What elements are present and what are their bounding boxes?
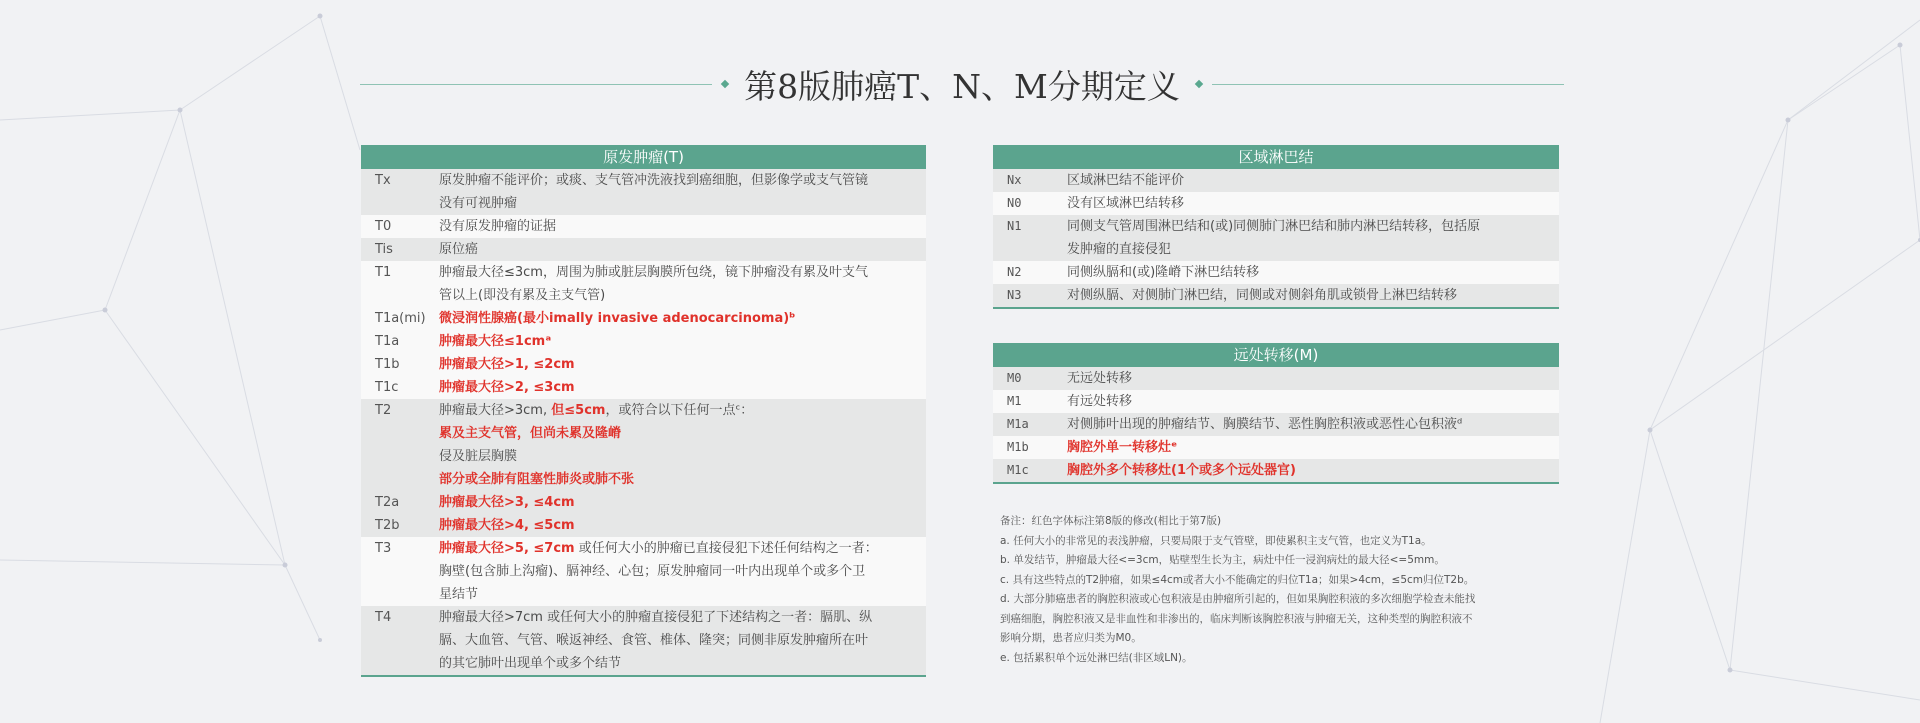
definition-text: 无远处转移 <box>1067 371 1133 386</box>
table-row <box>361 169 926 215</box>
definition-line <box>439 330 912 353</box>
n-stage-table <box>993 145 1559 309</box>
stage-definition <box>431 376 926 399</box>
stage-code-text: T1a(mi) <box>375 311 426 326</box>
definition-line <box>439 514 912 537</box>
definition-line <box>439 445 912 468</box>
stage-code <box>993 390 1059 413</box>
stage-code-text: N3 <box>1007 288 1022 302</box>
definition-text: 管以上(即没有累及主支气管) <box>439 288 606 303</box>
stage-code <box>361 537 431 606</box>
stage-code-text: T1c <box>375 380 399 395</box>
revised-text: 肿瘤最大径≤1cmᵃ <box>439 334 552 349</box>
stage-code-text: M1c <box>1007 463 1029 477</box>
table-row <box>361 606 926 675</box>
stage-code-text: T2b <box>375 518 400 533</box>
stage-code-text: T2 <box>375 403 392 418</box>
definition-text: 没有区域淋巴结转移 <box>1067 196 1185 211</box>
table-row <box>361 376 926 399</box>
stage-definition <box>431 491 926 514</box>
revised-text: 肿瘤最大径>2, ≤3cm <box>439 380 575 395</box>
definition-line <box>439 192 912 215</box>
stage-code-text: T1b <box>375 357 400 372</box>
definition-line <box>439 399 912 422</box>
stage-code-text: T0 <box>375 219 392 234</box>
diamond-icon <box>721 80 729 88</box>
stage-definition <box>431 353 926 376</box>
revised-text: 肿瘤最大径>5, ≤7cm <box>439 541 575 556</box>
table-row <box>993 169 1559 192</box>
definition-line <box>1067 367 1545 390</box>
table-row <box>361 261 926 307</box>
definition-line <box>1067 169 1545 192</box>
definition-text: 的其它肺叶出现单个或多个结节 <box>439 656 622 671</box>
table-row <box>361 514 926 537</box>
stage-definition <box>1059 367 1559 390</box>
stage-definition <box>431 330 926 353</box>
revised-text: 胸腔外多个转移灶(1个或多个远处器官) <box>1067 463 1296 478</box>
definition-text: 没有可视肿瘤 <box>439 196 518 211</box>
definition-line <box>439 560 912 583</box>
table-row <box>993 215 1559 261</box>
revised-text: 累及主支气管，但尚未累及隆嵴 <box>439 426 622 441</box>
footnotes <box>1000 512 1560 668</box>
definition-line <box>439 537 912 560</box>
page-title: 第8版肺癌T、N、M分期定义 <box>744 66 1180 106</box>
definition-line <box>439 606 912 629</box>
stage-code-text: M1a <box>1007 417 1029 431</box>
definition-text: 或任何大小的肿瘤已直接侵犯下述任何结构之一者： <box>574 541 878 556</box>
definition-text: 发肿瘤的直接侵犯 <box>1067 242 1172 257</box>
definition-text: 侵及脏层胸膜 <box>439 449 518 464</box>
table-row <box>361 238 926 261</box>
definition-text: 肿瘤最大径>3cm, <box>439 403 552 418</box>
stage-code <box>361 376 431 399</box>
definition-text: 肿瘤最大径≤3cm，周围为肺或脏层胸膜所包绕，镜下肿瘤没有累及叶支气 <box>439 265 868 280</box>
m-stage-table <box>993 343 1559 484</box>
note-heading: 备注：红色字体标注第8版的修改(相比于第7版) <box>1000 515 1222 527</box>
n-table-body <box>993 169 1559 309</box>
definition-text: 胸壁(包含肺上沟瘤)、膈神经、心包；原发肿瘤同一叶内出现单个或多个卫 <box>439 564 866 579</box>
stage-definition <box>1059 413 1559 436</box>
definition-line <box>439 583 912 606</box>
definition-text: 区域淋巴结不能评价 <box>1067 173 1185 188</box>
stage-definition <box>1059 215 1559 261</box>
t-stage-table <box>361 145 926 677</box>
title-rule-left <box>360 84 712 85</box>
note-d-line1: d. 大部分肺癌患者的胸腔积液或心包积液是由肿瘤所引起的，但如果胸腔积液的多次细胞学检查未能找 <box>1000 593 1476 605</box>
stage-definition <box>1059 261 1559 284</box>
revised-text: 肿瘤最大径>4, ≤5cm <box>439 518 575 533</box>
definition-line <box>439 215 912 238</box>
stage-code <box>361 491 431 514</box>
stage-code <box>361 261 431 307</box>
stage-code-text: Tis <box>375 242 393 257</box>
definition-line <box>1067 261 1545 284</box>
definition-line <box>1067 390 1545 413</box>
stage-code <box>361 238 431 261</box>
table-row <box>993 436 1559 459</box>
stage-code-text: T2a <box>375 495 400 510</box>
stage-definition <box>1059 192 1559 215</box>
definition-line <box>439 169 912 192</box>
table-row <box>993 367 1559 390</box>
table-row <box>993 261 1559 284</box>
stage-code <box>361 606 431 675</box>
stage-code <box>361 169 431 215</box>
stage-code <box>993 169 1059 192</box>
stage-code <box>361 215 431 238</box>
definition-line <box>439 652 912 675</box>
note-d-line2: 到癌细胞，胸腔积液又是非血性和非渗出的，临床判断该胸腔积液与肿瘤无关，这种类型的胸腔积液不 <box>1000 612 1473 625</box>
t-table-header: 原发肿瘤(T) <box>361 145 926 169</box>
table-row <box>361 491 926 514</box>
diamond-icon <box>1195 80 1203 88</box>
stage-code <box>993 436 1059 459</box>
stage-definition <box>431 606 926 675</box>
stage-definition <box>1059 436 1559 459</box>
n-table-header: 区域淋巴结 <box>993 145 1559 169</box>
stage-code-text: T1 <box>375 265 392 280</box>
definition-text: 膈、大血管、气管、喉返神经、食管、椎体、隆突；同侧非原发肿瘤所在叶 <box>439 633 869 648</box>
definition-line <box>439 629 912 652</box>
table-row <box>361 307 926 330</box>
table-row <box>993 192 1559 215</box>
stage-code-text: T4 <box>375 610 392 625</box>
definition-line <box>1067 284 1545 307</box>
table-row <box>361 399 926 491</box>
stage-definition <box>431 307 926 330</box>
table-row <box>361 537 926 606</box>
stage-code-text: Tx <box>375 173 391 188</box>
definition-line <box>1067 238 1545 261</box>
table-row <box>361 353 926 376</box>
revised-text: 但≤5cm <box>551 403 606 418</box>
stage-code <box>361 330 431 353</box>
definition-text: 同侧支气管周围淋巴结和(或)同侧肺门淋巴结和肺内淋巴结转移，包括原 <box>1067 219 1481 234</box>
stage-code-text: M1 <box>1007 394 1022 408</box>
definition-text: 对侧肺叶出现的肿瘤结节、胸膜结节、恶性胸腔积液或恶性心包积液ᵈ <box>1067 417 1463 432</box>
m-table-header: 远处转移(M) <box>993 343 1559 367</box>
definition-text: 原位癌 <box>439 242 479 257</box>
stage-definition <box>431 514 926 537</box>
note-d-line3: 影响分期，患者应归类为M0。 <box>1000 632 1142 644</box>
stage-code <box>361 307 431 330</box>
stage-definition <box>1059 459 1559 482</box>
note-c: c. 具有这些特点的T2肿瘤，如果≤4cm或者大小不能确定的归位T1a；如果>4cm，≤5cm归位T2b。 <box>1000 573 1475 586</box>
definition-text: ，或符合以下任何一点ᶜ： <box>605 403 754 418</box>
definition-line <box>439 491 912 514</box>
stage-definition <box>431 399 926 491</box>
definition-line <box>439 353 912 376</box>
table-row <box>993 390 1559 413</box>
m-table-body <box>993 367 1559 484</box>
stage-code <box>993 367 1059 390</box>
stage-code-text: M1b <box>1007 440 1029 454</box>
stage-code-text: M0 <box>1007 371 1022 385</box>
table-row <box>361 215 926 238</box>
stage-definition <box>431 261 926 307</box>
definition-text: 原发肿瘤不能评价；或痰、支气管冲洗液找到癌细胞，但影像学或支气管镜 <box>439 173 869 188</box>
definition-line <box>1067 215 1545 238</box>
table-row <box>361 330 926 353</box>
definition-text: 没有原发肿瘤的证据 <box>439 219 557 234</box>
definition-line <box>439 284 912 307</box>
definition-text: 同侧纵膈和(或)隆嵴下淋巴结转移 <box>1067 265 1260 280</box>
definition-line <box>1067 436 1545 459</box>
stage-definition <box>1059 169 1559 192</box>
stage-code <box>993 284 1059 307</box>
stage-definition <box>431 238 926 261</box>
stage-definition <box>431 537 926 606</box>
stage-code-text: N2 <box>1007 265 1022 279</box>
revised-text: 胸腔外单一转移灶ᵉ <box>1067 440 1178 455</box>
revised-text: 肿瘤最大径>3, ≤4cm <box>439 495 575 510</box>
definition-line <box>1067 413 1545 436</box>
stage-code <box>993 192 1059 215</box>
stage-definition <box>1059 390 1559 413</box>
definition-line <box>439 468 912 491</box>
stage-code-text: N1 <box>1007 219 1022 233</box>
definition-text: 肿瘤最大径>7cm 或任何大小的肿瘤直接侵犯了下述结构之一者：膈肌、纵 <box>439 610 873 625</box>
stage-code-text: T3 <box>375 541 392 556</box>
stage-code <box>993 459 1059 482</box>
table-row <box>993 284 1559 307</box>
definition-line <box>439 376 912 399</box>
revised-text: 微浸润性腺癌(最小imally invasive adenocarcinoma)ᵇ <box>439 311 796 326</box>
note-b: b. 单发结节，肿瘤最大径<=3cm，贴壁型生长为主，病灶中任一浸润病灶的最大径<=5mm。 <box>1000 554 1445 566</box>
stage-code-text: T1a <box>375 334 400 349</box>
definition-line <box>439 307 912 330</box>
stage-code-text: N0 <box>1007 196 1022 210</box>
stage-definition <box>431 169 926 215</box>
definition-text: 有远处转移 <box>1067 394 1133 409</box>
stage-code <box>361 514 431 537</box>
table-row <box>993 413 1559 436</box>
stage-definition <box>431 215 926 238</box>
definition-line <box>439 261 912 284</box>
definition-line <box>1067 459 1545 482</box>
definition-text: 对侧纵膈、对侧肺门淋巴结，同侧或对侧斜角肌或锁骨上淋巴结转移 <box>1067 288 1458 303</box>
title-row <box>360 54 1564 114</box>
stage-code <box>361 353 431 376</box>
stage-code <box>993 261 1059 284</box>
title-rule-right <box>1212 84 1564 85</box>
stage-code <box>993 413 1059 436</box>
definition-text: 星结节 <box>439 587 479 602</box>
stage-code <box>361 399 431 491</box>
stage-definition <box>1059 284 1559 307</box>
table-row <box>993 459 1559 482</box>
definition-line <box>439 422 912 445</box>
stage-code-text: Nx <box>1007 173 1022 187</box>
revised-text: 部分或全肺有阻塞性肺炎或肺不张 <box>439 472 635 487</box>
revised-text: 肿瘤最大径>1, ≤2cm <box>439 357 575 372</box>
note-e: e. 包括累积单个远处淋巴结(非区域LN)。 <box>1000 651 1193 664</box>
definition-line <box>439 238 912 261</box>
note-a: a. 任何大小的非常见的表浅肿瘤，只要局限于支气管壁，即使累积主支气管，也定义为T1a。 <box>1000 534 1432 547</box>
stage-code <box>993 215 1059 261</box>
definition-line <box>1067 192 1545 215</box>
t-table-body <box>361 169 926 677</box>
